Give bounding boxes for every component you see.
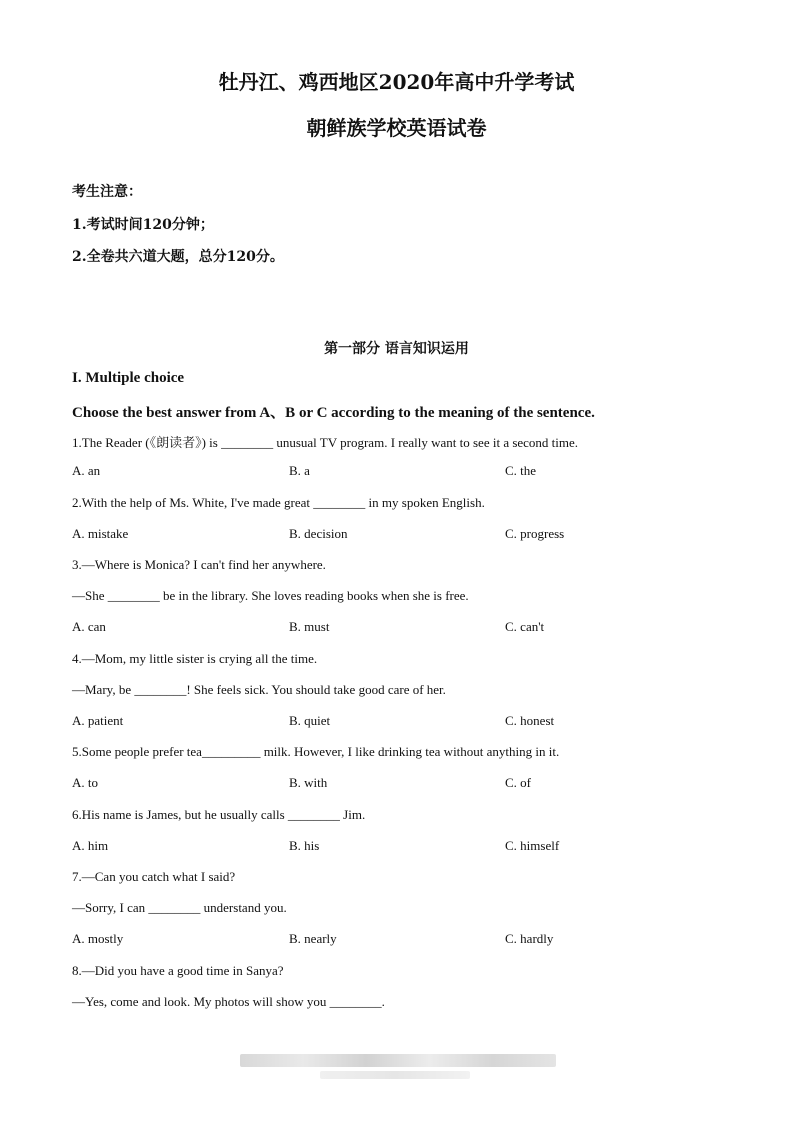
notice-item-time: 1.考试时间120分钟； <box>72 217 214 233</box>
question-2-option-b: B. decision <box>289 526 348 541</box>
blurred-footer-mark <box>240 1054 556 1084</box>
question-5-option-b: B. with <box>289 775 328 790</box>
question-8-text: 8.—Did you have a good time in Sanya? <box>72 963 284 978</box>
question-5-text: 5.Some people prefer tea_________ milk. However, I like drinking tea without anything in it. <box>72 744 560 759</box>
question-7-option-b: B. nearly <box>289 931 337 946</box>
question-5-option-c: C. of <box>505 775 531 790</box>
question-6-option-c: C. himself <box>505 838 560 853</box>
question-6-option-b: B. his <box>289 838 320 853</box>
question-7-option-c: C. hardly <box>505 931 554 946</box>
question-1-option-b: B. a <box>289 463 310 478</box>
notice-item-score: 2.全卷共六道大题，总分120分。 <box>72 249 284 265</box>
question-6-text: 6.His name is James, but he usually calls ________ Jim. <box>72 807 366 822</box>
section-heading: I. Multiple choice <box>72 370 185 386</box>
question-4-text: 4.—Mom, my little sister is crying all the time. <box>72 651 318 666</box>
section-instruction: Choose the best answer from A、B or C according to the meaning of the sentence. <box>72 405 595 421</box>
question-4-reply: —Mary, be ________! She feels sick. You should take good care of her. <box>72 682 446 697</box>
question-4-option-a: A. patient <box>72 713 124 728</box>
question-6-option-a: A. him <box>72 838 109 853</box>
question-2-text: 2.With the help of Ms. White, I've made great ________ in my spoken English. <box>72 495 485 510</box>
question-2-option-c: C. progress <box>505 526 565 541</box>
question-8-reply: —Yes, come and look. My photos will show you ________. <box>72 994 385 1009</box>
question-3-reply: —She ________ be in the library. She loves reading books when she is free. <box>72 588 469 603</box>
question-1-option-c: C. the <box>505 463 537 478</box>
question-3-option-a: A. can <box>72 619 106 634</box>
question-3-text: 3.—Where is Monica? I can't find her anywhere. <box>72 557 326 572</box>
question-4-option-b: B. quiet <box>289 713 331 728</box>
question-1-text: 1.The Reader (《朗读者》) is ________ unusual TV program. I really want to see it a second time. <box>72 435 579 450</box>
question-3-option-b: B. must <box>289 619 330 634</box>
question-7-option-a: A. mostly <box>72 931 124 946</box>
question-4-option-c: C. honest <box>505 713 555 728</box>
question-2-option-a: A. mistake <box>72 526 129 541</box>
notice-heading: 考生注意： <box>72 184 142 200</box>
question-7-text: 7.—Can you catch what I said? <box>72 869 236 884</box>
question-7-reply: —Sorry, I can ________ understand you. <box>72 900 287 915</box>
exam-title: 牡丹江、鸡西地区2020年高中升学考试 <box>218 70 575 94</box>
question-3-option-c: C. can't <box>505 619 545 634</box>
question-5-option-a: A. to <box>72 775 98 790</box>
question-1-option-a: A. an <box>72 463 101 478</box>
exam-subtitle: 朝鲜族学校英语试卷 <box>306 116 487 140</box>
part-title: 第一部分 语言知识运用 <box>324 341 469 357</box>
